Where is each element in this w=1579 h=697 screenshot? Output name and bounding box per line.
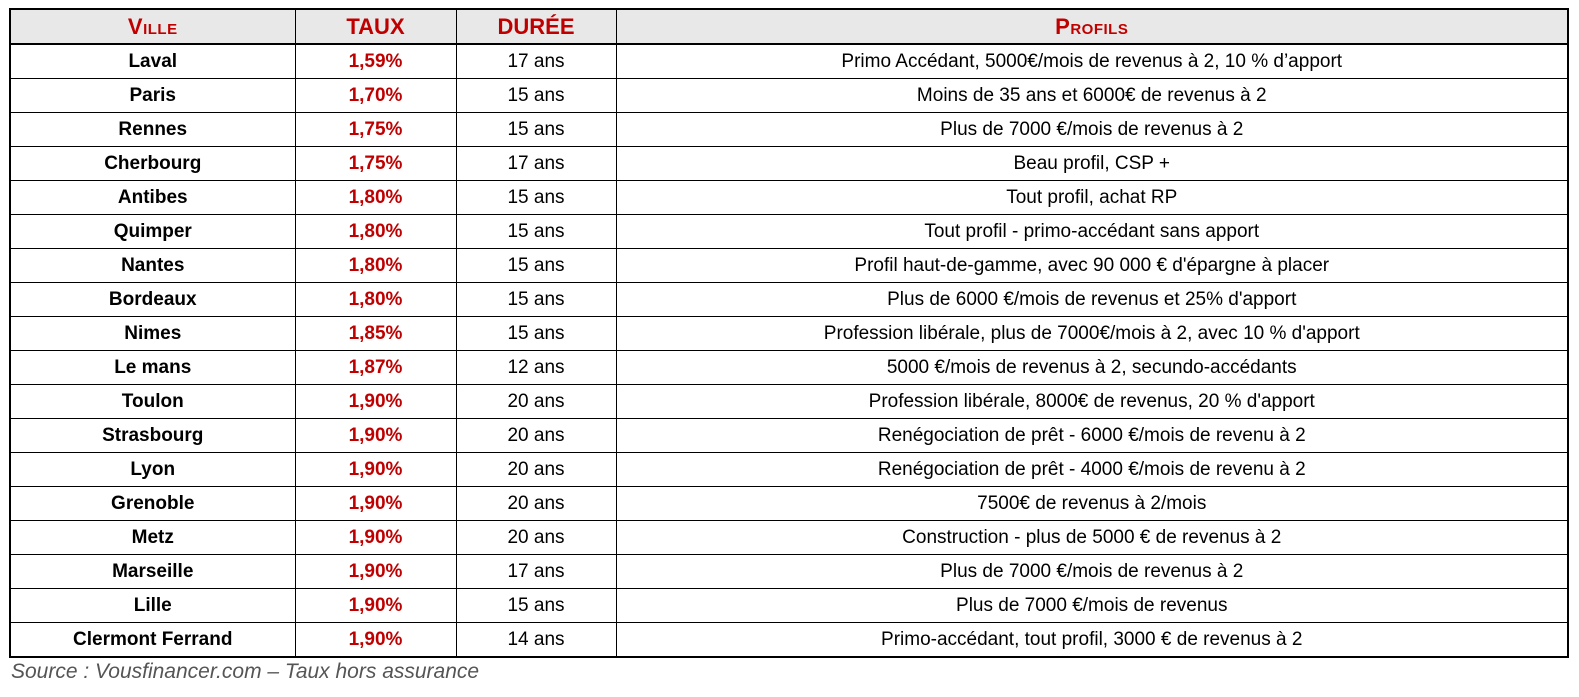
duration-cell: 15 ans xyxy=(456,79,616,113)
city-cell: Strasbourg xyxy=(10,419,295,453)
profile-cell: Plus de 7000 €/mois de revenus à 2 xyxy=(616,555,1568,589)
table-row xyxy=(10,521,1568,555)
city-cell: Bordeaux xyxy=(10,283,295,317)
city-cell: Toulon xyxy=(10,385,295,419)
profile-cell: Tout profil - primo-accédant sans apport xyxy=(616,215,1568,249)
rate-cell: 1,90% xyxy=(295,419,456,453)
city-cell: Le mans xyxy=(10,351,295,385)
table-body xyxy=(10,44,1568,657)
rate-cell: 1,87% xyxy=(295,351,456,385)
rate-cell: 1,90% xyxy=(295,623,456,658)
duration-cell: 20 ans xyxy=(456,453,616,487)
profile-cell: Tout profil, achat RP xyxy=(616,181,1568,215)
rate-cell: 1,75% xyxy=(295,113,456,147)
table-row xyxy=(10,283,1568,317)
rate-cell: 1,80% xyxy=(295,283,456,317)
duration-cell: 17 ans xyxy=(456,555,616,589)
header-duree-label: DURÉE xyxy=(497,13,575,39)
table-row xyxy=(10,555,1568,589)
table-header xyxy=(10,9,1568,44)
table-row xyxy=(10,317,1568,351)
rate-cell: 1,90% xyxy=(295,521,456,555)
duration-cell: 15 ans xyxy=(456,283,616,317)
city-cell: Marseille xyxy=(10,555,295,589)
table-row xyxy=(10,113,1568,147)
header-row xyxy=(10,9,1568,44)
duration-cell: 17 ans xyxy=(456,147,616,181)
duration-cell: 17 ans xyxy=(456,44,616,79)
table-row xyxy=(10,623,1568,658)
rate-cell: 1,59% xyxy=(295,44,456,79)
source-note: Source : Vousfinancer.com – Taux hors assurance xyxy=(11,660,480,683)
profile-cell: Moins de 35 ans et 6000€ de revenus à 2 xyxy=(616,79,1568,113)
city-cell: Metz xyxy=(10,521,295,555)
table-row xyxy=(10,249,1568,283)
rate-cell: 1,90% xyxy=(295,487,456,521)
city-cell: Quimper xyxy=(10,215,295,249)
rate-cell: 1,85% xyxy=(295,317,456,351)
duration-cell: 15 ans xyxy=(456,589,616,623)
table-row xyxy=(10,147,1568,181)
city-cell: Grenoble xyxy=(10,487,295,521)
city-cell: Antibes xyxy=(10,181,295,215)
table-row xyxy=(10,215,1568,249)
rate-cell: 1,90% xyxy=(295,589,456,623)
rates-table xyxy=(9,8,1569,658)
profile-cell: 5000 €/mois de revenus à 2, secundo-accédants xyxy=(616,351,1568,385)
profile-cell: Renégociation de prêt - 4000 €/mois de revenu à 2 xyxy=(616,453,1568,487)
duration-cell: 15 ans xyxy=(456,215,616,249)
rate-cell: 1,75% xyxy=(295,147,456,181)
city-cell: Lyon xyxy=(10,453,295,487)
profile-cell: Primo Accédant, 5000€/mois de revenus à 2, 10 % d’apport xyxy=(616,44,1568,79)
table-row xyxy=(10,181,1568,215)
profile-cell: Renégociation de prêt - 6000 €/mois de revenu à 2 xyxy=(616,419,1568,453)
duration-cell: 15 ans xyxy=(456,113,616,147)
rate-cell: 1,80% xyxy=(295,215,456,249)
city-cell: Paris xyxy=(10,79,295,113)
duration-cell: 15 ans xyxy=(456,317,616,351)
header-taux-label: TAUX xyxy=(346,13,405,39)
rate-cell: 1,90% xyxy=(295,555,456,589)
profile-cell: Plus de 6000 €/mois de revenus et 25% d'apport xyxy=(616,283,1568,317)
duration-cell: 20 ans xyxy=(456,385,616,419)
city-cell: Laval xyxy=(10,44,295,79)
rate-cell: 1,90% xyxy=(295,453,456,487)
profile-cell: Plus de 7000 €/mois de revenus à 2 xyxy=(616,113,1568,147)
duration-cell: 15 ans xyxy=(456,249,616,283)
profile-cell: Profil haut-de-gamme, avec 90 000 € d'épargne à placer xyxy=(616,249,1568,283)
profile-cell: Beau profil, CSP + xyxy=(616,147,1568,181)
table-row xyxy=(10,351,1568,385)
city-cell: Nantes xyxy=(10,249,295,283)
table-row xyxy=(10,419,1568,453)
city-cell: Lille xyxy=(10,589,295,623)
table-row xyxy=(10,487,1568,521)
city-cell: Rennes xyxy=(10,113,295,147)
duration-cell: 14 ans xyxy=(456,623,616,658)
duration-cell: 20 ans xyxy=(456,419,616,453)
duration-cell: 12 ans xyxy=(456,351,616,385)
header-ville xyxy=(10,9,295,44)
duration-cell: 20 ans xyxy=(456,487,616,521)
header-taux xyxy=(295,9,456,44)
table-row xyxy=(10,385,1568,419)
table-row xyxy=(10,79,1568,113)
profile-cell: Profession libérale, 8000€ de revenus, 20 % d'apport xyxy=(616,385,1568,419)
profile-cell: Construction - plus de 5000 € de revenus à 2 xyxy=(616,521,1568,555)
city-cell: Nimes xyxy=(10,317,295,351)
header-ville-label: Ville xyxy=(127,13,178,39)
rate-cell: 1,90% xyxy=(295,385,456,419)
profile-cell: Plus de 7000 €/mois de revenus xyxy=(616,589,1568,623)
rate-cell: 1,70% xyxy=(295,79,456,113)
rate-cell: 1,80% xyxy=(295,249,456,283)
profile-cell: 7500€ de revenus à 2/mois xyxy=(616,487,1568,521)
city-cell: Clermont Ferrand xyxy=(10,623,295,658)
header-profils xyxy=(616,9,1568,44)
rate-cell: 1,80% xyxy=(295,181,456,215)
profile-cell: Primo-accédant, tout profil, 3000 € de revenus à 2 xyxy=(616,623,1568,658)
header-duree xyxy=(456,9,616,44)
table-row xyxy=(10,453,1568,487)
header-profils-label: Profils xyxy=(1055,13,1129,39)
table-row xyxy=(10,589,1568,623)
duration-cell: 15 ans xyxy=(456,181,616,215)
profile-cell: Profession libérale, plus de 7000€/mois à 2, avec 10 % d'apport xyxy=(616,317,1568,351)
duration-cell: 20 ans xyxy=(456,521,616,555)
city-cell: Cherbourg xyxy=(10,147,295,181)
table-row xyxy=(10,44,1568,79)
